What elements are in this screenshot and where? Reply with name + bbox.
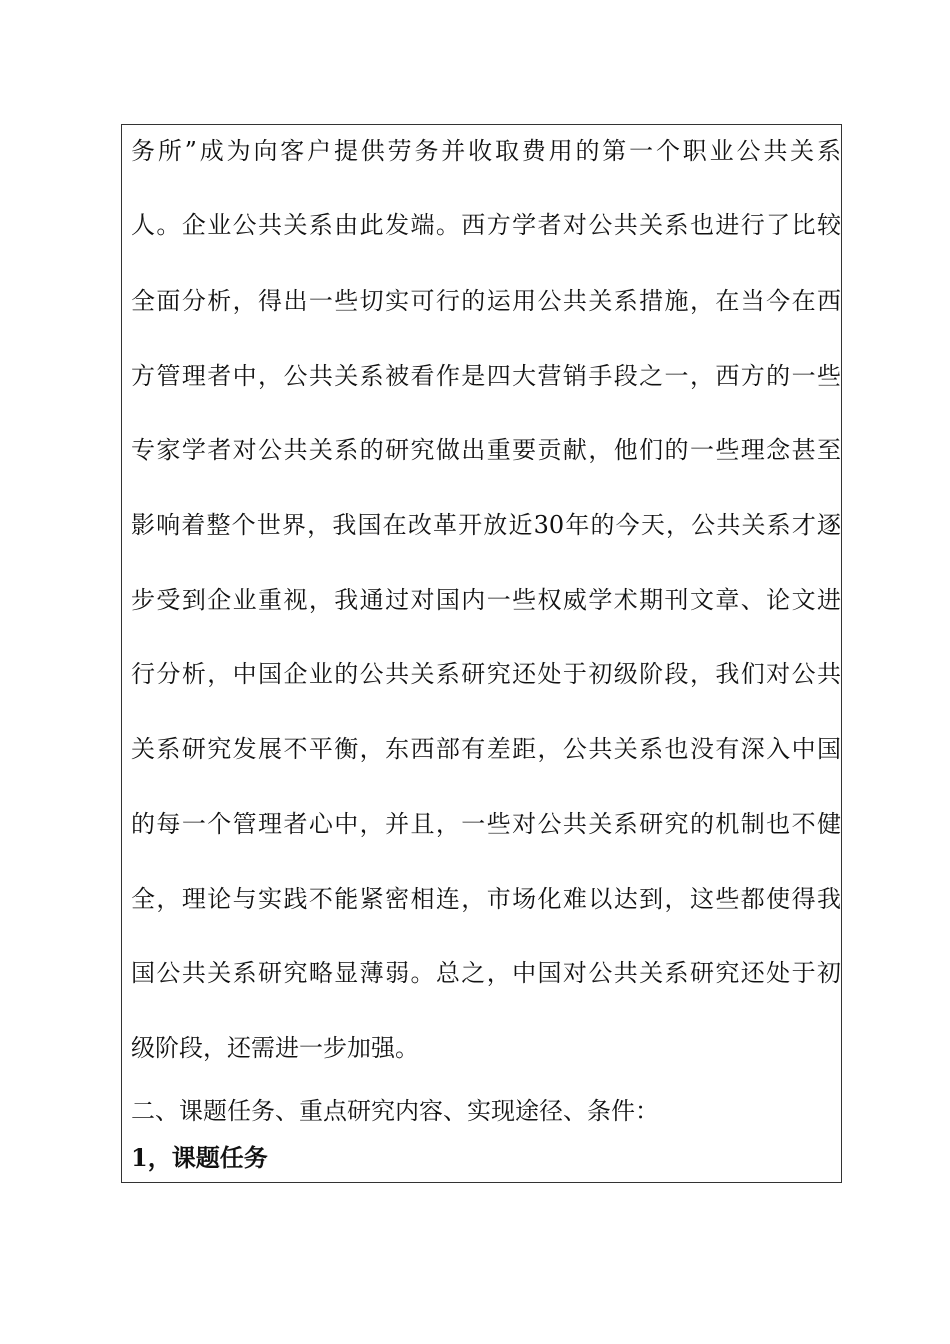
paragraph-line: 全，理论与实践不能紧密相连，市场化难以达到，这些都使得我: [131, 885, 841, 913]
table-cell-border: [121, 124, 842, 1183]
section-heading: 二、课题任务、重点研究内容、实现途径、条件：: [131, 1097, 659, 1125]
paragraph-line: 级阶段，还需进一步加强。: [131, 1034, 419, 1062]
paragraph-line: 关系研究发展不平衡，东西部有差距，公共关系也没有深入中国: [131, 735, 841, 763]
paragraph-line: 人。企业公共关系由此发端。西方学者对公共关系也进行了比较: [131, 211, 841, 239]
subsection-heading: 1，课题任务: [131, 1143, 268, 1172]
paragraph-line: 的每一个管理者心中，并且，一些对公共关系研究的机制也不健: [131, 810, 841, 838]
paragraph-line: 行分析，中国企业的公共关系研究还处于初级阶段，我们对公共: [131, 660, 841, 688]
paragraph-line: 步受到企业重视，我通过对国内一些权威学术期刊文章、论文进: [131, 586, 841, 614]
paragraph-line: 全面分析，得出一些切实可行的运用公共关系措施，在当今在西: [131, 287, 841, 315]
paragraph-line: 影响着整个世界，我国在改革开放近30年的今天，公共关系才逐: [131, 511, 841, 539]
paragraph-line: 专家学者对公共关系的研究做出重要贡献，他们的一些理念甚至: [131, 436, 841, 464]
paragraph-line: 方管理者中，公共关系被看作是四大营销手段之一，西方的一些: [131, 362, 841, 390]
paragraph-line: 务所”成为向客户提供劳务并收取费用的第一个职业公共关系: [131, 137, 841, 165]
paragraph-line: 国公共关系研究略显薄弱。总之，中国对公共关系研究还处于初: [131, 959, 841, 987]
